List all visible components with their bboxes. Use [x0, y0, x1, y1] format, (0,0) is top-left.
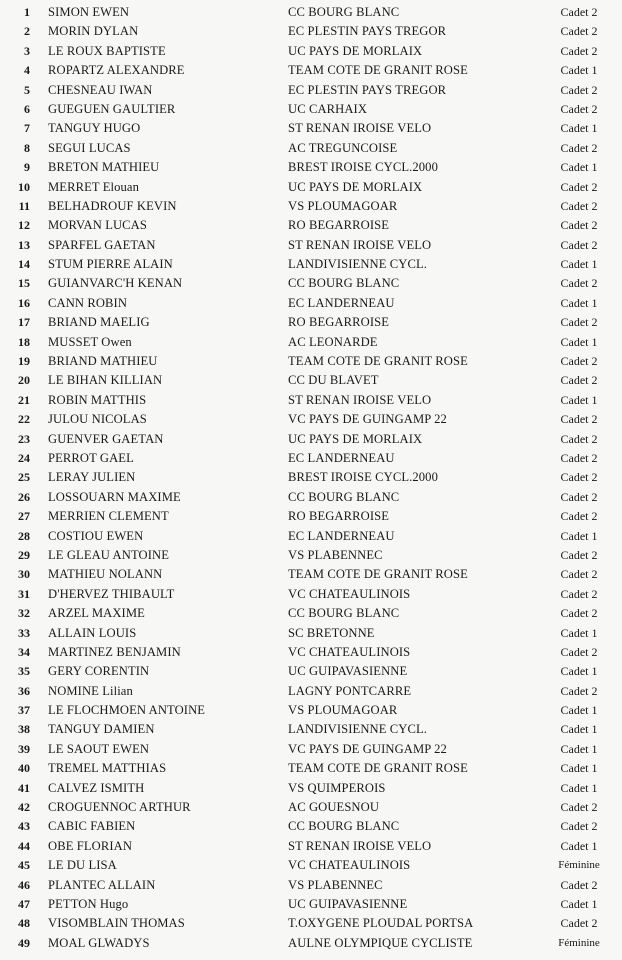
result-row [0, 720, 622, 739]
result-row [0, 216, 622, 235]
rider-name-cell: LE SAOUT EWEN [48, 741, 150, 756]
result-row [0, 856, 622, 875]
rank-cell: 13 [18, 237, 30, 252]
rank-cell: 18 [18, 334, 30, 349]
category-cell: Cadet 2 [560, 489, 598, 504]
club-name-cell: LANDIVISIENNE CYCL. [288, 257, 428, 272]
result-row [0, 624, 622, 643]
rank-cell: 44 [18, 838, 30, 853]
club-name-cell: UC GUIPAVASIENNE [288, 664, 408, 679]
category-cell: Cadet 2 [560, 470, 598, 485]
rider-name-cell: PETTON Hugo [48, 896, 129, 911]
category-cell: Cadet 1 [560, 63, 598, 78]
rank-cell: 10 [18, 179, 30, 194]
rank-cell: 29 [18, 547, 30, 562]
result-row [0, 119, 622, 138]
result-row [0, 740, 622, 759]
rank-cell: 21 [18, 392, 30, 407]
club-name-cell: EC PLESTIN PAYS TREGOR [288, 82, 447, 97]
category-cell: Cadet 2 [560, 606, 598, 621]
rank-cell: 48 [18, 916, 30, 931]
club-name-cell: VS QUIMPEROIS [288, 780, 386, 795]
rider-name-cell: LE ROUX BAPTISTE [48, 43, 166, 58]
rank-cell: 35 [18, 664, 30, 679]
rank-cell: 9 [24, 160, 30, 175]
rank-cell: 40 [18, 761, 30, 776]
club-name-cell: EC PLESTIN PAYS TREGOR [288, 24, 447, 39]
club-name-cell: UC GUIPAVASIENNE [288, 896, 408, 911]
club-name-cell: VC CHATEAULINOIS [288, 644, 411, 659]
rank-cell: 30 [18, 567, 30, 582]
category-cell: Cadet 2 [560, 683, 598, 698]
result-row [0, 410, 622, 429]
club-name-cell: UC CARHAIX [288, 101, 368, 116]
rank-cell: 25 [18, 470, 30, 485]
category-cell: Cadet 2 [560, 218, 598, 233]
result-row [0, 585, 622, 604]
rider-name-cell: NOMINE Lilian [48, 683, 133, 698]
rank-cell: 43 [18, 819, 30, 834]
club-name-cell: LAGNY PONTCARRE [288, 683, 412, 698]
category-cell: Cadet 1 [560, 392, 598, 407]
results-table [0, 3, 622, 953]
category-cell: Cadet 2 [560, 819, 598, 834]
rank-cell: 16 [18, 295, 30, 310]
result-row [0, 352, 622, 371]
club-name-cell: CC BOURG BLANC [288, 606, 400, 621]
club-name-cell: EC LANDERNEAU [288, 450, 395, 465]
rank-cell: 2 [24, 24, 30, 39]
result-row [0, 139, 622, 158]
result-row [0, 371, 622, 390]
category-cell: Cadet 2 [560, 5, 598, 19]
club-name-cell: SC BRETONNE [288, 625, 375, 640]
result-row [0, 158, 622, 177]
rider-name-cell: MOAL GLWADYS [48, 935, 150, 950]
category-cell: Cadet 2 [560, 373, 598, 388]
rider-name-cell: GERY CORENTIN [48, 664, 150, 679]
club-name-cell: AC TREGUNCOISE [288, 140, 398, 155]
club-name-cell: CC DU BLAVET [288, 373, 379, 388]
rider-name-cell: JULOU NICOLAS [48, 412, 147, 427]
rank-cell: 6 [24, 101, 30, 116]
result-row [0, 274, 622, 293]
rank-cell: 24 [18, 450, 30, 465]
category-cell: Cadet 1 [560, 703, 598, 718]
rider-name-cell: OBE FLORIAN [48, 838, 133, 853]
result-row [0, 565, 622, 584]
category-cell: Cadet 1 [560, 761, 598, 776]
club-name-cell: LANDIVISIENNE CYCL. [288, 722, 428, 737]
result-row [0, 507, 622, 526]
rider-name-cell: LE BIHAN KILLIAN [48, 373, 163, 388]
result-row [0, 313, 622, 332]
category-cell: Cadet 2 [560, 140, 598, 155]
club-name-cell: CC BOURG BLANC [288, 276, 400, 291]
result-row [0, 934, 622, 953]
club-name-cell: AULNE OLYMPIQUE CYCLISTE [288, 935, 473, 950]
rider-name-cell: VISOMBLAIN THOMAS [48, 916, 185, 931]
result-row [0, 643, 622, 662]
rider-name-cell: CABIC FABIEN [48, 819, 136, 834]
rider-name-cell: BRETON MATHIEU [48, 160, 160, 175]
result-row [0, 391, 622, 410]
rank-cell: 22 [18, 412, 30, 427]
rider-name-cell: COSTIOU EWEN [48, 528, 144, 543]
rider-name-cell: SPARFEL GAETAN [48, 237, 156, 252]
rider-name-cell: STUM PIERRE ALAIN [48, 257, 173, 272]
category-cell: Cadet 1 [560, 121, 598, 136]
rank-cell: 26 [18, 489, 30, 504]
rider-name-cell: CHESNEAU IWAN [48, 82, 153, 97]
club-name-cell: VC PAYS DE GUINGAMP 22 [288, 412, 447, 427]
result-row [0, 333, 622, 352]
category-cell: Cadet 2 [560, 179, 598, 194]
club-name-cell: TEAM COTE DE GRANIT ROSE [288, 354, 468, 369]
rider-name-cell: MERRET Elouan [48, 179, 139, 194]
rider-name-cell: MATHIEU NOLANN [48, 567, 163, 582]
club-name-cell: BREST IROISE CYCL.2000 [288, 470, 438, 485]
result-row [0, 430, 622, 449]
rank-cell: 14 [18, 257, 30, 272]
category-cell: Cadet 2 [560, 276, 598, 291]
category-cell: Cadet 2 [560, 586, 598, 601]
rider-name-cell: MORVAN LUCAS [48, 218, 147, 233]
rank-cell: 15 [18, 276, 30, 291]
club-name-cell: RO BEGARROISE [288, 218, 390, 233]
rank-cell: 23 [18, 431, 30, 446]
result-row [0, 604, 622, 623]
rank-cell: 37 [18, 703, 30, 718]
rank-cell: 1 [24, 5, 30, 19]
category-cell: Cadet 2 [560, 354, 598, 369]
category-cell: Cadet 2 [560, 800, 598, 815]
result-row [0, 527, 622, 546]
result-row [0, 61, 622, 80]
category-cell: Cadet 1 [560, 741, 598, 756]
rider-name-cell: TANGUY DAMIEN [48, 722, 155, 737]
category-cell: Cadet 2 [560, 547, 598, 562]
result-row [0, 100, 622, 119]
result-row [0, 294, 622, 313]
result-row [0, 837, 622, 856]
rider-name-cell: ARZEL MAXIME [48, 606, 145, 621]
rank-cell: 20 [18, 373, 30, 388]
category-cell: Cadet 2 [560, 567, 598, 582]
result-row [0, 895, 622, 914]
result-row [0, 488, 622, 507]
club-name-cell: VC CHATEAULINOIS [288, 586, 411, 601]
category-cell: Cadet 1 [560, 625, 598, 640]
category-cell: Cadet 2 [560, 198, 598, 213]
rider-name-cell: LE FLOCHMOEN ANTOINE [48, 703, 206, 718]
category-cell: Cadet 1 [560, 295, 598, 310]
club-name-cell: VC CHATEAULINOIS [288, 858, 411, 873]
result-row [0, 449, 622, 468]
rider-name-cell: GUEGUEN GAULTIER [48, 101, 176, 116]
rider-name-cell: CANN ROBIN [48, 295, 128, 310]
rider-name-cell: TREMEL MATTHIAS [48, 761, 167, 776]
club-name-cell: EC LANDERNEAU [288, 528, 395, 543]
result-row [0, 914, 622, 933]
rider-name-cell: MUSSET Owen [48, 334, 132, 349]
category-cell: Cadet 1 [560, 160, 598, 175]
result-row [0, 759, 622, 778]
rider-name-cell: GUENVER GAETAN [48, 431, 164, 446]
rider-name-cell: MORIN DYLAN [48, 24, 139, 39]
result-row [0, 81, 622, 100]
rider-name-cell: LOSSOUARN MAXIME [48, 489, 181, 504]
rank-cell: 47 [18, 896, 30, 911]
category-cell: Cadet 1 [560, 896, 598, 911]
category-cell: Féminine [558, 936, 600, 949]
club-name-cell: UC PAYS DE MORLAIX [288, 179, 423, 194]
rank-cell: 32 [18, 606, 30, 621]
club-name-cell: ST RENAN IROISE VELO [288, 838, 432, 853]
category-cell: Cadet 2 [560, 24, 598, 39]
category-cell: Cadet 2 [560, 877, 598, 892]
category-cell: Féminine [558, 859, 600, 872]
category-cell: Cadet 1 [560, 334, 598, 349]
category-cell: Cadet 1 [560, 780, 598, 795]
rider-name-cell: MARTINEZ BENJAMIN [48, 644, 181, 659]
result-row [0, 682, 622, 701]
rank-cell: 45 [18, 858, 30, 873]
category-cell: Cadet 2 [560, 509, 598, 524]
result-row [0, 779, 622, 798]
rank-cell: 19 [18, 354, 30, 369]
rider-name-cell: PERROT GAEL [48, 450, 134, 465]
rank-cell: 27 [18, 509, 30, 524]
club-name-cell: T.OXYGENE PLOUDAL PORTSA [288, 916, 474, 931]
category-cell: Cadet 1 [560, 664, 598, 679]
club-name-cell: VC PAYS DE GUINGAMP 22 [288, 741, 447, 756]
club-name-cell: BREST IROISE CYCL.2000 [288, 160, 438, 175]
club-name-cell: UC PAYS DE MORLAIX [288, 431, 423, 446]
rank-cell: 7 [24, 121, 30, 136]
rider-name-cell: CALVEZ ISMITH [48, 780, 145, 795]
rank-cell: 38 [18, 722, 30, 737]
club-name-cell: ST RENAN IROISE VELO [288, 237, 432, 252]
club-name-cell: VS PLOUMAGOAR [288, 198, 398, 213]
rider-name-cell: ALLAIN LOUIS [48, 625, 137, 640]
result-row [0, 817, 622, 836]
result-row [0, 3, 622, 22]
result-row [0, 546, 622, 565]
club-name-cell: ST RENAN IROISE VELO [288, 392, 432, 407]
rank-cell: 17 [18, 315, 30, 330]
result-row [0, 42, 622, 61]
rider-name-cell: SIMON EWEN [48, 5, 130, 19]
rank-cell: 42 [18, 800, 30, 815]
rank-cell: 49 [18, 935, 30, 950]
rank-cell: 4 [24, 63, 30, 78]
rider-name-cell: ROBIN MATTHIS [48, 392, 147, 407]
result-row [0, 178, 622, 197]
rank-cell: 39 [18, 741, 30, 756]
club-name-cell: AC GOUESNOU [288, 800, 380, 815]
category-cell: Cadet 2 [560, 101, 598, 116]
rank-cell: 31 [18, 586, 30, 601]
rider-name-cell: LERAY JULIEN [48, 470, 136, 485]
club-name-cell: ST RENAN IROISE VELO [288, 121, 432, 136]
result-row [0, 255, 622, 274]
category-cell: Cadet 1 [560, 257, 598, 272]
category-cell: Cadet 2 [560, 644, 598, 659]
result-row [0, 798, 622, 817]
category-cell: Cadet 1 [560, 838, 598, 853]
club-name-cell: RO BEGARROISE [288, 509, 390, 524]
club-name-cell: TEAM COTE DE GRANIT ROSE [288, 761, 468, 776]
rider-name-cell: PLANTEC ALLAIN [48, 877, 156, 892]
rider-name-cell: BELHADROUF KEVIN [48, 198, 177, 213]
category-cell: Cadet 2 [560, 237, 598, 252]
category-cell: Cadet 2 [560, 82, 598, 97]
result-row [0, 236, 622, 255]
rank-cell: 5 [24, 82, 30, 97]
rank-cell: 8 [24, 140, 30, 155]
rider-name-cell: LE GLEAU ANTOINE [48, 547, 169, 562]
club-name-cell: RO BEGARROISE [288, 315, 390, 330]
rider-name-cell: TANGUY HUGO [48, 121, 141, 136]
rider-name-cell: CROGUENNOC ARTHUR [48, 800, 191, 815]
category-cell: Cadet 2 [560, 315, 598, 330]
rank-cell: 36 [18, 683, 30, 698]
category-cell: Cadet 2 [560, 450, 598, 465]
rank-cell: 46 [18, 877, 30, 892]
result-row [0, 197, 622, 216]
club-name-cell: EC LANDERNEAU [288, 295, 395, 310]
rank-cell: 11 [18, 198, 30, 213]
club-name-cell: VS PLABENNEC [288, 547, 383, 562]
club-name-cell: TEAM COTE DE GRANIT ROSE [288, 567, 468, 582]
category-cell: Cadet 1 [560, 722, 598, 737]
result-row [0, 662, 622, 681]
category-cell: Cadet 1 [560, 528, 598, 543]
rider-name-cell: SEGUI LUCAS [48, 140, 131, 155]
rank-cell: 3 [24, 43, 30, 58]
club-name-cell: TEAM COTE DE GRANIT ROSE [288, 63, 468, 78]
category-cell: Cadet 2 [560, 431, 598, 446]
category-cell: Cadet 2 [560, 43, 598, 58]
rider-name-cell: MERRIEN CLEMENT [48, 509, 169, 524]
rank-cell: 34 [18, 644, 30, 659]
rider-name-cell: ROPARTZ ALEXANDRE [48, 63, 185, 78]
club-name-cell: CC BOURG BLANC [288, 5, 400, 19]
rider-name-cell: D'HERVEZ THIBAULT [48, 586, 175, 601]
rank-cell: 41 [18, 780, 30, 795]
rank-cell: 12 [18, 218, 30, 233]
rider-name-cell: BRIAND MAELIG [48, 315, 150, 330]
result-row [0, 876, 622, 895]
result-row [0, 22, 622, 41]
result-row [0, 468, 622, 487]
rider-name-cell: BRIAND MATHIEU [48, 354, 158, 369]
rider-name-cell: LE DU LISA [48, 858, 117, 873]
club-name-cell: CC BOURG BLANC [288, 489, 400, 504]
category-cell: Cadet 2 [560, 412, 598, 427]
rider-name-cell: GUIANVARC'H KENAN [48, 276, 183, 291]
rank-cell: 28 [18, 528, 30, 543]
club-name-cell: VS PLABENNEC [288, 877, 383, 892]
result-row [0, 701, 622, 720]
club-name-cell: VS PLOUMAGOAR [288, 703, 398, 718]
category-cell: Cadet 2 [560, 916, 598, 931]
club-name-cell: AC LEONARDE [288, 334, 378, 349]
club-name-cell: UC PAYS DE MORLAIX [288, 43, 423, 58]
club-name-cell: CC BOURG BLANC [288, 819, 400, 834]
rank-cell: 33 [18, 625, 30, 640]
